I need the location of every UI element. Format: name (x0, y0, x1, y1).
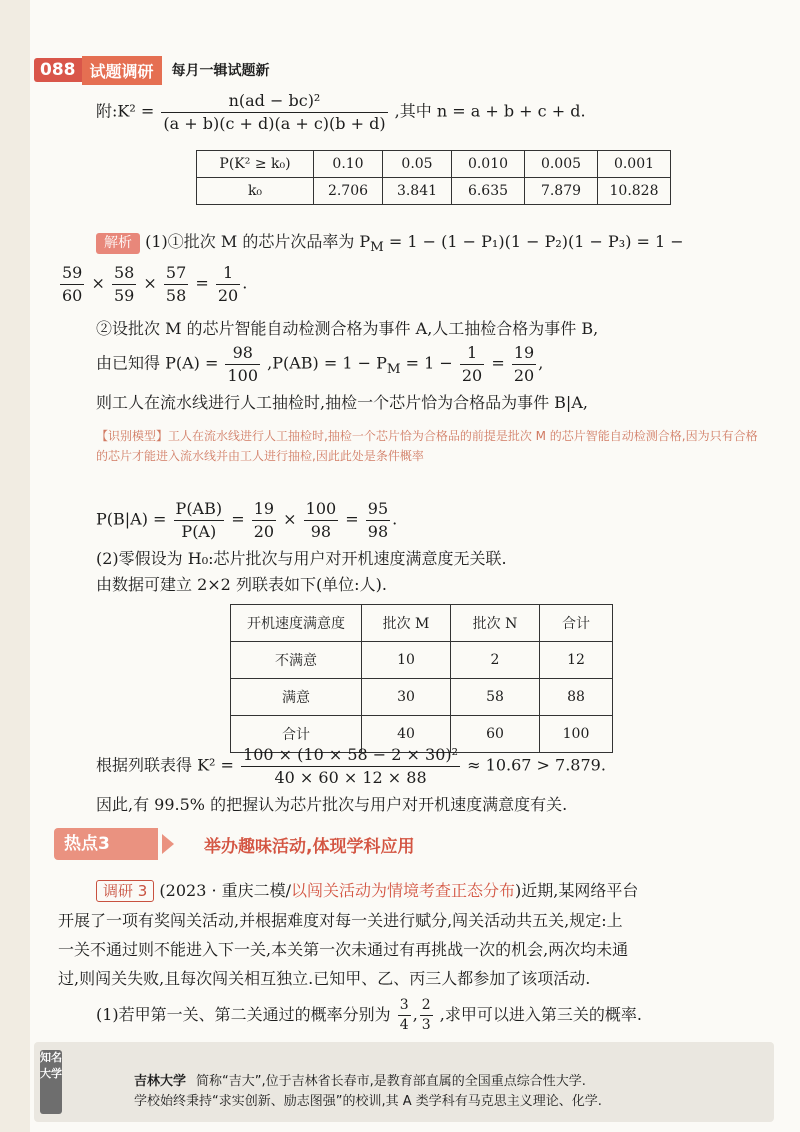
problem-tag: 调研 3 (96, 880, 154, 902)
analysis-line-5: 则工人在流水线进行人工抽检时,抽检一个芯片恰为合格品为事件 B|A, (96, 393, 588, 412)
page-edge (0, 0, 30, 1132)
analysis-tag: 解析 (96, 233, 140, 254)
university-footer (34, 1042, 774, 1122)
page-header (34, 56, 270, 84)
model-note: 【识别模型】工人在流水线进行人工抽检时,抽检一个芯片恰为合格品的前提是批次 M 的芯片智能自动检测合格,因为只有合格的芯片才能进入流水线并由工人进行抽检,因此此处是条件概率 (96, 429, 758, 464)
analysis-line-7: (2)零假设为 H₀:芯片批次与用户对开机速度满意度无关联. (96, 549, 507, 568)
hotspot-bar (54, 828, 754, 860)
footer-text: 吉林大学 简称“吉大”,位于吉林省长春市,是教育部直属的全国重点综合性大学. 学校始终秉持“求实创新、励志图强”的校训,其 A 类学科有马克思主义理论、化学. (134, 1074, 602, 1109)
analysis-line-2: $\frac{59}{60}$ × $\frac{58}{59}$ × $\frac{57}{58}$ = $\frac{1}{20}$ . (62, 263, 248, 305)
table-row: P(K² ≥ k₀) 0.10 0.05 0.010 0.005 0.001 (197, 151, 671, 178)
table-row: k₀ 2.706 3.841 6.635 7.879 10.828 (197, 178, 671, 205)
analysis-line-1: 解析 (1)①批次 M 的芯片次品率为 $P_M = 1 - (1 - P_1)(1 - P_2)(1 - P_3) = 1$ − (96, 231, 684, 257)
page-number: 088 (34, 58, 82, 82)
hotspot-title: 举办趣味活动,体现学科应用 (204, 837, 415, 857)
analysis-line-4: 由已知得 P(A) = $\frac{98}{100}$ $,P(AB) = 1 - P_M = 1$ − $\frac{1}{20}$ = $\frac{19}{20}$ , (96, 343, 544, 385)
analysis-line-3: ②设批次 M 的芯片智能自动检测合格为事件 A,人工抽检合格为事件 B, (96, 319, 599, 338)
problem-line-4: 过,则闯关失败,且每次闯关相互独立.已知甲、乙、丙三人都参加了该项活动. (58, 969, 591, 988)
analysis-line-8: 由数据可建立 2×2 列联表如下(单位:人). (96, 575, 387, 594)
k2-formula: 附:K² = $\frac{\text{n(ad − bc)²}}{(a + b)(c + d)(a + c)(b + d)}$ ,其中 n = a + b + c + d. (96, 91, 586, 133)
k-critical-table (196, 150, 671, 205)
table-row: 不满意 10 2 12 (231, 642, 613, 679)
university-name: 吉林大学 (134, 1074, 187, 1089)
k2-fraction: $\frac{\text{n(ad − bc)²}}{(a + b)(c + d)(a + c)(b + d)}$ (163, 91, 386, 133)
series-subtitle: 每月一辑试题新 (171, 63, 270, 79)
k2-calculation: 根据列联表得 K² = $\frac{\text{100 × (10 × 58 − 2 × 30)²}}{40 \times 60 \times 12 \times 88}$ ≈ 10.67 > 7.879. (96, 745, 606, 787)
problem-question-1: (1)若甲第一关、第二关通过的概率分别为 $\frac{3}{4}$ , $\frac{2}{3}$ ,求甲可以进入第三关的概率. (96, 997, 642, 1033)
footer-side-label: 知名大学 (40, 1050, 62, 1114)
hotspot-arrow-icon (162, 834, 174, 854)
conclusion: 因此,有 99.5% 的把握认为芯片批次与用户对开机速度满意度有关. (96, 795, 568, 814)
table-row: 合计 40 60 100 (231, 716, 613, 753)
contingency-table (230, 604, 613, 753)
problem-line-1: 调研 3 (2023 · 重庆二模/以闯关活动为情境考查正态分布)近期,某网络平台 (96, 880, 638, 902)
problem-topic: 以闯关活动为情境考查正态分布 (291, 881, 516, 900)
table-row: 开机速度满意度 批次 M 批次 N 合计 (231, 605, 613, 642)
table-row: 满意 30 58 88 (231, 679, 613, 716)
hotspot-badge: 热点3 (54, 828, 158, 860)
problem-line-2: 开展了一项有奖闯关活动,并根据难度对每一关进行赋分,闯关活动共五关,规定:上 (58, 911, 623, 930)
problem-line-3: 一关不通过则不能进入下一关,本关第一次未通过有再挑战一次的机会,两次均未通 (58, 940, 629, 959)
series-title: 试题调研 (82, 56, 162, 85)
analysis-line-6: P(B|A) = $\frac{P(AB)}{P(A)}$ = $\frac{19}{20}$ × $\frac{100}{98}$ = $\frac{95}{98}$ . (96, 499, 398, 541)
